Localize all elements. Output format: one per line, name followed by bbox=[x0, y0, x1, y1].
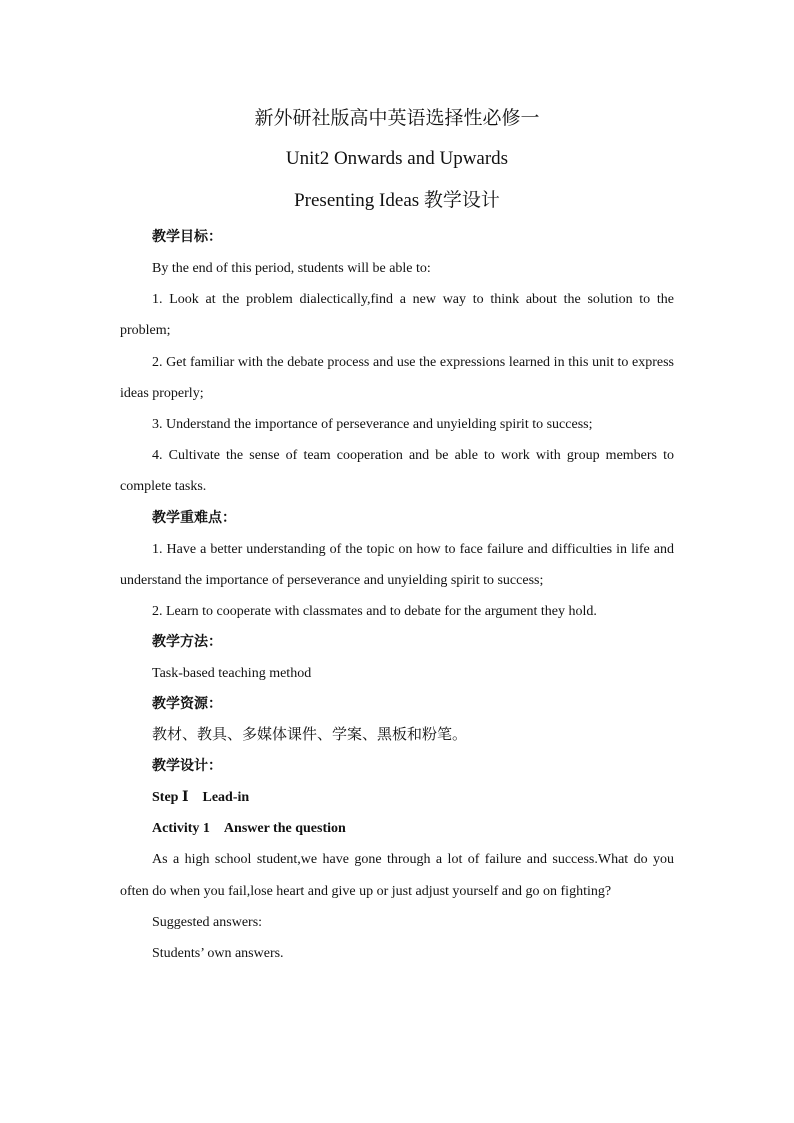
key-points-heading: 教学重难点： bbox=[152, 510, 236, 526]
resources-text: 教材、教具、多媒体课件、学案、黑板和粉笔。 bbox=[152, 727, 468, 744]
objective-item-4: 4. Cultivate the sense of team cooperation and be able to work with group members to complete tasks. bbox=[120, 448, 674, 495]
key-point-item-1: 1. Have a better understanding of the topic on how to face failure and difficulties in life and understand the importance of perseverance and unyielding spirit to success; bbox=[120, 541, 674, 588]
document-title-line-1: 新外研社版高中英语选择性必修一 bbox=[254, 108, 540, 129]
objective-item-3: 3. Understand the importance of perseverance and unyielding spirit to success; bbox=[152, 417, 593, 433]
objective-item-1: 1. Look at the problem dialectically,find a new way to think about the solution to the problem; bbox=[120, 292, 674, 339]
step-heading: Step Ⅰ Lead-in bbox=[152, 790, 250, 806]
activity-question: As a high school student,we have gone through a lot of failure and success.What do you often do when you fail,lose heart and give up or just adjust yourself and go on fighting? bbox=[120, 852, 674, 899]
key-point-item-2: 2. Learn to cooperate with classmates and to debate for the argument they hold. bbox=[152, 604, 597, 620]
methods-text: Task-based teaching method bbox=[152, 666, 312, 682]
objectives-heading: 教学目标： bbox=[152, 230, 222, 245]
suggested-answers-label: Suggested answers: bbox=[152, 914, 263, 930]
activity-heading: Activity 1 Answer the question bbox=[152, 821, 346, 837]
document-title-line-3: Presenting Ideas 教学设计 bbox=[294, 190, 500, 211]
design-heading: 教学设计： bbox=[152, 759, 222, 775]
resources-heading: 教学资源： bbox=[152, 697, 222, 713]
suggested-answers-text: Students’ own answers. bbox=[152, 946, 284, 962]
methods-heading: 教学方法： bbox=[152, 635, 222, 651]
document-title-line-2: Unit2 Onwards and Upwards bbox=[285, 148, 509, 169]
objective-item-2: 2. Get familiar with the debate process and use the expressions learned in this unit to express ideas properly; bbox=[120, 354, 674, 401]
objectives-intro: By the end of this period, students will be able to: bbox=[152, 261, 431, 276]
document-content bbox=[120, 100, 674, 969]
